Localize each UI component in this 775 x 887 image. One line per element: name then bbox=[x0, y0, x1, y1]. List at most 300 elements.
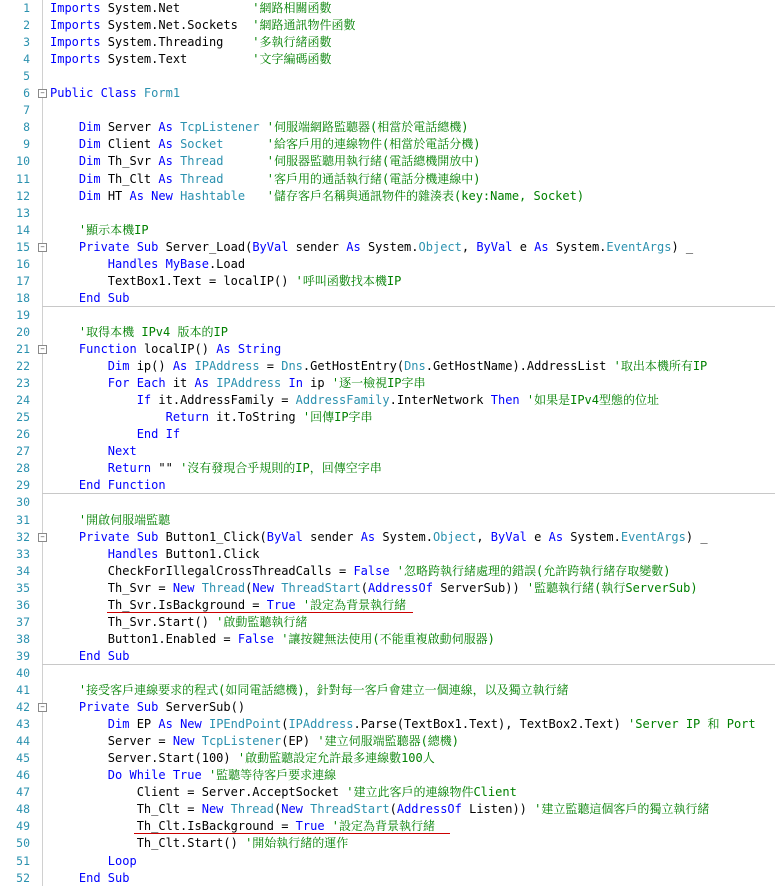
fold-toggle-icon[interactable]: − bbox=[38, 345, 47, 354]
line-number: 37 bbox=[16, 614, 30, 629]
type-token: IPAddress bbox=[288, 717, 354, 732]
line-number: 34 bbox=[16, 563, 30, 578]
keyword-token: ByVal bbox=[266, 529, 311, 544]
code-line[interactable] bbox=[50, 324, 228, 341]
code-token bbox=[50, 120, 79, 134]
code-token: e bbox=[534, 529, 549, 544]
keyword-token: Public Class bbox=[50, 86, 144, 101]
line-number: 14 bbox=[16, 222, 30, 237]
line-number: 10 bbox=[16, 154, 30, 169]
comment-token: '如果是IPv4型態的位址 bbox=[526, 393, 659, 408]
code-token: Client bbox=[107, 137, 159, 152]
code-line[interactable] bbox=[50, 750, 435, 767]
keyword-token: Handles bbox=[107, 546, 166, 561]
code-line[interactable] bbox=[50, 153, 480, 170]
code-token: Button1_Click( bbox=[165, 529, 267, 544]
keyword-token: As bbox=[158, 120, 181, 135]
keyword-token: For Each bbox=[107, 376, 173, 391]
type-token: TcpListener bbox=[180, 120, 260, 135]
code-token: it.ToString bbox=[216, 410, 303, 425]
keyword-token: True bbox=[295, 819, 332, 834]
keyword-token: As bbox=[360, 529, 383, 544]
line-number: 36 bbox=[16, 597, 30, 612]
keyword-token: End If bbox=[136, 427, 181, 442]
code-token bbox=[50, 547, 108, 561]
code-token: .GetHostName).AddressList bbox=[425, 359, 614, 374]
type-token: Object bbox=[418, 239, 462, 254]
line-number: 23 bbox=[16, 376, 30, 391]
comment-token: '呼叫函數找本機IP bbox=[295, 273, 402, 288]
code-token bbox=[50, 530, 79, 544]
procedure-separator bbox=[42, 306, 775, 307]
keyword-token: True bbox=[266, 597, 303, 612]
code-token: Server = bbox=[50, 734, 173, 749]
code-token: Server_Load( bbox=[165, 239, 253, 254]
code-line[interactable] bbox=[50, 51, 332, 68]
line-number: 27 bbox=[16, 444, 30, 459]
line-number: 38 bbox=[16, 631, 30, 646]
code-token: ) _ bbox=[671, 239, 694, 254]
line-number: 25 bbox=[16, 410, 30, 425]
line-number: 44 bbox=[16, 734, 30, 749]
code-token: System. bbox=[367, 239, 419, 254]
line-number: 12 bbox=[16, 188, 30, 203]
line-number: 48 bbox=[16, 802, 30, 817]
code-line[interactable] bbox=[50, 341, 281, 358]
keyword-token: As New bbox=[158, 717, 209, 732]
code-token: Th_Svr bbox=[107, 154, 159, 169]
keyword-token: New bbox=[172, 580, 202, 595]
code-token: ServerSub)) bbox=[440, 580, 527, 595]
keyword-token: Imports bbox=[50, 1, 108, 15]
comment-token: '網路相關函數 bbox=[252, 1, 332, 15]
code-line[interactable] bbox=[50, 256, 245, 273]
comment-token: '啟動監聽設定允許最多連線數100人 bbox=[237, 751, 435, 766]
code-line[interactable] bbox=[50, 835, 348, 852]
keyword-token: End Function bbox=[78, 478, 166, 493]
keyword-token: New bbox=[281, 802, 311, 817]
keyword-token: Dim bbox=[78, 137, 108, 152]
keyword-token: Return bbox=[165, 410, 217, 425]
keyword-token: New bbox=[201, 802, 231, 817]
code-token: localIP() bbox=[143, 342, 217, 356]
keyword-token: Return bbox=[107, 461, 159, 476]
line-number: 24 bbox=[16, 393, 30, 408]
code-token: ( bbox=[245, 580, 253, 595]
code-token bbox=[50, 393, 137, 407]
code-token bbox=[50, 461, 108, 475]
code-token: , bbox=[461, 239, 477, 254]
code-token bbox=[50, 325, 79, 339]
fold-toggle-icon[interactable]: − bbox=[38, 89, 47, 98]
code-token: System. bbox=[570, 529, 621, 544]
keyword-token: End Sub bbox=[78, 648, 130, 663]
keyword-token: Imports bbox=[50, 35, 108, 50]
code-token bbox=[50, 513, 79, 527]
line-number: 8 bbox=[23, 120, 30, 135]
code-line[interactable] bbox=[50, 580, 698, 597]
code-token bbox=[50, 359, 108, 373]
keyword-token: False bbox=[237, 631, 282, 646]
code-token: it.AddressFamily = bbox=[158, 393, 296, 408]
keyword-token: Next bbox=[107, 444, 137, 459]
fold-toggle-icon[interactable]: − bbox=[38, 533, 47, 542]
comment-token: '讓按鍵無法使用(不能重複啟動伺服器) bbox=[281, 631, 495, 646]
type-token: IPAddress bbox=[216, 376, 282, 391]
keyword-token: As bbox=[534, 239, 556, 254]
keyword-token: As bbox=[158, 171, 181, 186]
code-token: Th_Svr.IsBackground = bbox=[50, 597, 267, 612]
type-token: Form1 bbox=[143, 86, 181, 101]
code-line[interactable] bbox=[50, 512, 170, 529]
line-number: 28 bbox=[16, 461, 30, 476]
code-token bbox=[50, 478, 79, 492]
code-token: .GetHostEntry( bbox=[302, 359, 405, 374]
keyword-token: New bbox=[172, 734, 202, 749]
code-token: Listen)) bbox=[469, 802, 535, 817]
keyword-token: Do While True bbox=[107, 768, 209, 783]
code-token: EP bbox=[136, 717, 159, 732]
code-token bbox=[50, 410, 166, 424]
keyword-token: Dim bbox=[78, 154, 108, 169]
line-number: 22 bbox=[16, 359, 30, 374]
code-token: Th_Svr.Start() bbox=[50, 614, 217, 629]
line-number: 11 bbox=[16, 171, 30, 186]
code-token bbox=[50, 649, 79, 663]
code-line[interactable] bbox=[50, 34, 332, 51]
keyword-token: Private Sub bbox=[78, 239, 166, 254]
keyword-token: False bbox=[353, 563, 397, 578]
code-token bbox=[260, 120, 267, 134]
code-line[interactable] bbox=[50, 239, 693, 256]
code-line[interactable] bbox=[50, 853, 137, 870]
line-number: 19 bbox=[16, 307, 30, 322]
code-token bbox=[223, 172, 266, 186]
code-token: e bbox=[519, 239, 535, 254]
code-line[interactable] bbox=[50, 784, 517, 801]
comment-token: '取得本機 IPv4 版本的IP bbox=[78, 324, 228, 339]
comment-token: '儲存客戶名稱與通訊物件的雜湊表(key:Name, Socket) bbox=[266, 188, 585, 203]
code-line[interactable] bbox=[50, 443, 137, 460]
code-line[interactable] bbox=[50, 648, 129, 665]
keyword-token: Imports bbox=[50, 18, 108, 33]
code-line[interactable] bbox=[50, 188, 584, 205]
line-number: 15 bbox=[16, 239, 30, 254]
type-token: Dns bbox=[404, 359, 426, 374]
type-token: ThreadStart bbox=[310, 802, 390, 817]
fold-toggle-icon[interactable]: − bbox=[38, 243, 47, 252]
line-number: 43 bbox=[16, 717, 30, 732]
keyword-token: ByVal bbox=[252, 239, 296, 254]
type-token: Thread bbox=[201, 580, 246, 595]
comment-token: '回傳IP字串 bbox=[302, 410, 373, 425]
code-token bbox=[223, 137, 266, 151]
code-line[interactable] bbox=[50, 85, 180, 102]
comment-token: '建立此客戶的連線物件Client bbox=[346, 785, 517, 800]
code-token bbox=[50, 683, 79, 697]
line-number: 49 bbox=[16, 819, 30, 834]
code-token: ServerSub() bbox=[165, 700, 246, 715]
code-line[interactable] bbox=[50, 0, 332, 17]
code-line[interactable] bbox=[50, 409, 373, 426]
line-number: 50 bbox=[16, 836, 30, 851]
code-token: Client = Server.AcceptSocket bbox=[50, 785, 347, 800]
code-token: it bbox=[172, 376, 195, 391]
code-token: ( bbox=[273, 802, 282, 817]
code-token bbox=[50, 427, 137, 441]
code-line[interactable] bbox=[50, 222, 149, 239]
code-token bbox=[50, 137, 79, 151]
code-token bbox=[50, 172, 79, 186]
keyword-token: ByVal bbox=[490, 529, 535, 544]
keyword-token: As New bbox=[129, 188, 181, 203]
keyword-token: End Sub bbox=[78, 870, 130, 885]
code-line[interactable] bbox=[50, 290, 129, 307]
code-line[interactable] bbox=[50, 563, 670, 580]
procedure-separator bbox=[42, 664, 775, 665]
comment-token: '設定為背景執行緒 bbox=[331, 819, 435, 834]
type-token: Thread bbox=[180, 171, 224, 186]
line-number: 47 bbox=[16, 785, 30, 800]
code-token bbox=[223, 154, 266, 168]
code-line[interactable] bbox=[50, 870, 129, 887]
code-line[interactable] bbox=[50, 136, 480, 153]
code-token: Th_Clt.IsBackground = bbox=[50, 819, 296, 834]
line-number: 16 bbox=[16, 256, 30, 271]
code-token: ip bbox=[310, 376, 332, 391]
type-token: TcpListener bbox=[201, 734, 282, 749]
line-number: 6 bbox=[23, 86, 30, 101]
code-token bbox=[50, 700, 79, 714]
code-token: .Parse(TextBox1.Text), TextBox2.Text) bbox=[353, 717, 629, 732]
keyword-token: Dim bbox=[107, 717, 137, 732]
fold-toggle-icon[interactable]: − bbox=[38, 703, 47, 712]
line-number: 40 bbox=[16, 665, 30, 680]
line-number: 46 bbox=[16, 768, 30, 783]
code-token: System.Threading bbox=[107, 35, 253, 50]
keyword-token: MyBase bbox=[165, 256, 209, 271]
code-token: (EP) bbox=[281, 734, 318, 749]
code-token: Th_Clt bbox=[107, 171, 159, 186]
keyword-token: Private Sub bbox=[78, 529, 166, 544]
line-number: 26 bbox=[16, 427, 30, 442]
code-line[interactable] bbox=[50, 477, 166, 494]
code-token bbox=[50, 854, 108, 868]
code-token: sender bbox=[295, 239, 347, 254]
comment-token: '文字編碼函數 bbox=[252, 52, 332, 67]
comment-token: '伺服端網路監聽器(相當於電話總機) bbox=[266, 120, 469, 135]
code-line[interactable] bbox=[50, 682, 569, 699]
code-token: TextBox1.Text = localIP() bbox=[50, 273, 296, 288]
line-number: 5 bbox=[23, 69, 30, 84]
comment-token: '接受客戶連線要求的程式(如同電話總機)，針對每一客戶會建立一個連線，以及獨立執行緒 bbox=[78, 683, 569, 697]
keyword-token: New bbox=[252, 580, 282, 595]
comment-token: '開啟伺服端監聽 bbox=[78, 512, 171, 527]
gutter-divider bbox=[42, 0, 43, 886]
line-number: 17 bbox=[16, 273, 30, 288]
line-number: 52 bbox=[16, 870, 30, 885]
code-line[interactable] bbox=[50, 546, 260, 563]
type-token: EventArgs bbox=[606, 239, 672, 254]
keyword-token: As bbox=[158, 154, 181, 169]
line-number: 20 bbox=[16, 324, 30, 339]
code-token: ( bbox=[360, 580, 368, 595]
code-line[interactable] bbox=[50, 631, 495, 648]
code-line[interactable] bbox=[50, 529, 708, 546]
comment-token: '監聽執行緒(執行ServerSub) bbox=[526, 580, 698, 595]
keyword-token: As bbox=[158, 137, 181, 152]
keyword-token: Dim bbox=[107, 359, 137, 374]
code-token: Button1.Enabled = bbox=[50, 631, 238, 646]
line-number: 21 bbox=[16, 342, 30, 356]
keyword-token: End Sub bbox=[78, 290, 130, 305]
code-token bbox=[50, 342, 79, 356]
keyword-token: Then bbox=[490, 393, 527, 408]
code-line[interactable] bbox=[50, 171, 480, 188]
code-token: System.Net bbox=[107, 1, 253, 15]
procedure-separator bbox=[42, 493, 775, 494]
code-token: Button1.Click bbox=[165, 546, 260, 561]
code-line[interactable] bbox=[50, 614, 307, 631]
keyword-token: As String bbox=[216, 342, 282, 356]
line-number: 41 bbox=[16, 683, 30, 697]
type-token: Socket bbox=[180, 137, 224, 152]
code-token bbox=[50, 376, 108, 390]
code-line[interactable] bbox=[50, 733, 459, 750]
code-token: Server bbox=[107, 120, 159, 135]
keyword-token: In bbox=[288, 376, 311, 391]
code-token: ) _ bbox=[685, 529, 708, 544]
keyword-token: As bbox=[172, 359, 195, 374]
keyword-token: AddressOf bbox=[367, 580, 441, 595]
type-token: ThreadStart bbox=[281, 580, 361, 595]
line-number: 2 bbox=[23, 18, 30, 33]
code-line[interactable] bbox=[50, 375, 426, 392]
code-token: .InterNetwork bbox=[389, 393, 491, 408]
line-number: 33 bbox=[16, 546, 30, 561]
comment-token: '設定為背景執行緒 bbox=[302, 597, 407, 612]
keyword-token: Imports bbox=[50, 52, 108, 67]
line-number: 42 bbox=[16, 700, 30, 715]
code-token bbox=[50, 240, 79, 254]
code-token bbox=[245, 189, 267, 203]
code-line[interactable] bbox=[50, 17, 356, 34]
type-token: Object bbox=[432, 529, 477, 544]
red-underline-annotation bbox=[134, 833, 450, 834]
code-token bbox=[50, 717, 108, 731]
comment-token: '沒有發現合乎規則的IP，回傳空字串 bbox=[180, 461, 382, 476]
type-token: Hashtable bbox=[180, 188, 246, 203]
code-token: .Load bbox=[208, 256, 246, 271]
code-token: , bbox=[476, 529, 491, 544]
code-line[interactable] bbox=[50, 426, 180, 443]
keyword-token: If bbox=[136, 393, 159, 408]
type-token: Dns bbox=[281, 359, 303, 374]
code-token: System. bbox=[555, 239, 607, 254]
keyword-token: Handles bbox=[107, 256, 166, 271]
code-token bbox=[50, 768, 108, 782]
comment-token: '建立監聽這個客戶的獨立執行緒 bbox=[534, 802, 710, 817]
type-token: AddressFamily bbox=[295, 393, 390, 408]
code-token bbox=[50, 154, 79, 168]
code-token: sender bbox=[310, 529, 361, 544]
comment-token: '開始執行緒的運作 bbox=[245, 836, 349, 851]
code-token bbox=[50, 223, 79, 237]
type-token: IPEndPoint bbox=[208, 717, 282, 732]
keyword-token: ByVal bbox=[476, 239, 520, 254]
line-number: 32 bbox=[16, 529, 30, 544]
type-token: Thread bbox=[230, 802, 274, 817]
comment-token: 'Server IP 和 Port bbox=[628, 717, 756, 732]
comment-token: '監聽等待客戶要求連線 bbox=[208, 768, 337, 783]
keyword-token: Dim bbox=[78, 171, 108, 186]
line-number: 31 bbox=[16, 512, 30, 527]
line-number: 45 bbox=[16, 751, 30, 766]
code-line[interactable] bbox=[50, 767, 336, 784]
line-number: 39 bbox=[16, 648, 30, 663]
comment-token: '伺服器監聽用執行緒(電話總機開放中) bbox=[266, 154, 481, 169]
keyword-token: Private Sub bbox=[78, 700, 166, 715]
code-token: Th_Clt.Start() bbox=[50, 836, 246, 851]
code-token bbox=[50, 291, 79, 305]
comment-token: '啟動監聽執行緒 bbox=[216, 614, 308, 629]
keyword-token: Dim bbox=[78, 120, 108, 135]
code-token: ( bbox=[281, 717, 289, 732]
comment-token: '建立伺服端監聽器(總機) bbox=[317, 734, 460, 749]
keyword-token: Dim bbox=[78, 188, 108, 203]
line-number: 7 bbox=[23, 103, 30, 118]
code-token: Server.Start(100) bbox=[50, 751, 238, 766]
keyword-token: As bbox=[346, 239, 368, 254]
code-line[interactable] bbox=[50, 460, 382, 477]
line-number: 35 bbox=[16, 580, 30, 595]
code-line[interactable] bbox=[50, 358, 707, 375]
code-token: ( bbox=[389, 802, 397, 817]
code-line[interactable] bbox=[50, 119, 468, 136]
type-token: IPAddress bbox=[194, 359, 260, 374]
line-number: 18 bbox=[16, 290, 30, 305]
line-number: 51 bbox=[16, 853, 30, 868]
code-token bbox=[50, 444, 108, 458]
code-token: CheckForIllegalCrossThreadCalls = bbox=[50, 563, 354, 578]
keyword-token: Function bbox=[78, 342, 144, 356]
type-token: Thread bbox=[180, 154, 224, 169]
comment-token: '客戶用的通話執行緒(電話分機連線中) bbox=[266, 171, 481, 186]
keyword-token: AddressOf bbox=[396, 802, 470, 817]
code-token bbox=[50, 871, 79, 885]
keyword-token: As bbox=[194, 376, 217, 391]
keyword-token: Loop bbox=[107, 853, 137, 868]
code-line[interactable] bbox=[50, 716, 756, 733]
code-token: Th_Clt = bbox=[50, 802, 202, 817]
line-number: 3 bbox=[23, 35, 30, 50]
code-token bbox=[50, 189, 79, 203]
code-line[interactable] bbox=[50, 273, 401, 290]
line-number: 13 bbox=[16, 205, 30, 220]
code-token: Th_Svr = bbox=[50, 580, 173, 595]
line-number: 30 bbox=[16, 495, 30, 510]
comment-token: '忽略跨執行緒處理的錯誤(允許跨執行緒存取變數) bbox=[396, 563, 671, 578]
comment-token: '取出本機所有IP bbox=[613, 359, 708, 374]
code-token bbox=[50, 257, 108, 271]
type-token: EventArgs bbox=[620, 529, 686, 544]
code-token: HT bbox=[107, 188, 130, 203]
line-number: 29 bbox=[16, 478, 30, 493]
code-line[interactable] bbox=[50, 699, 245, 716]
line-number: 1 bbox=[23, 1, 30, 15]
code-line[interactable] bbox=[50, 392, 659, 409]
code-line[interactable] bbox=[50, 801, 709, 818]
